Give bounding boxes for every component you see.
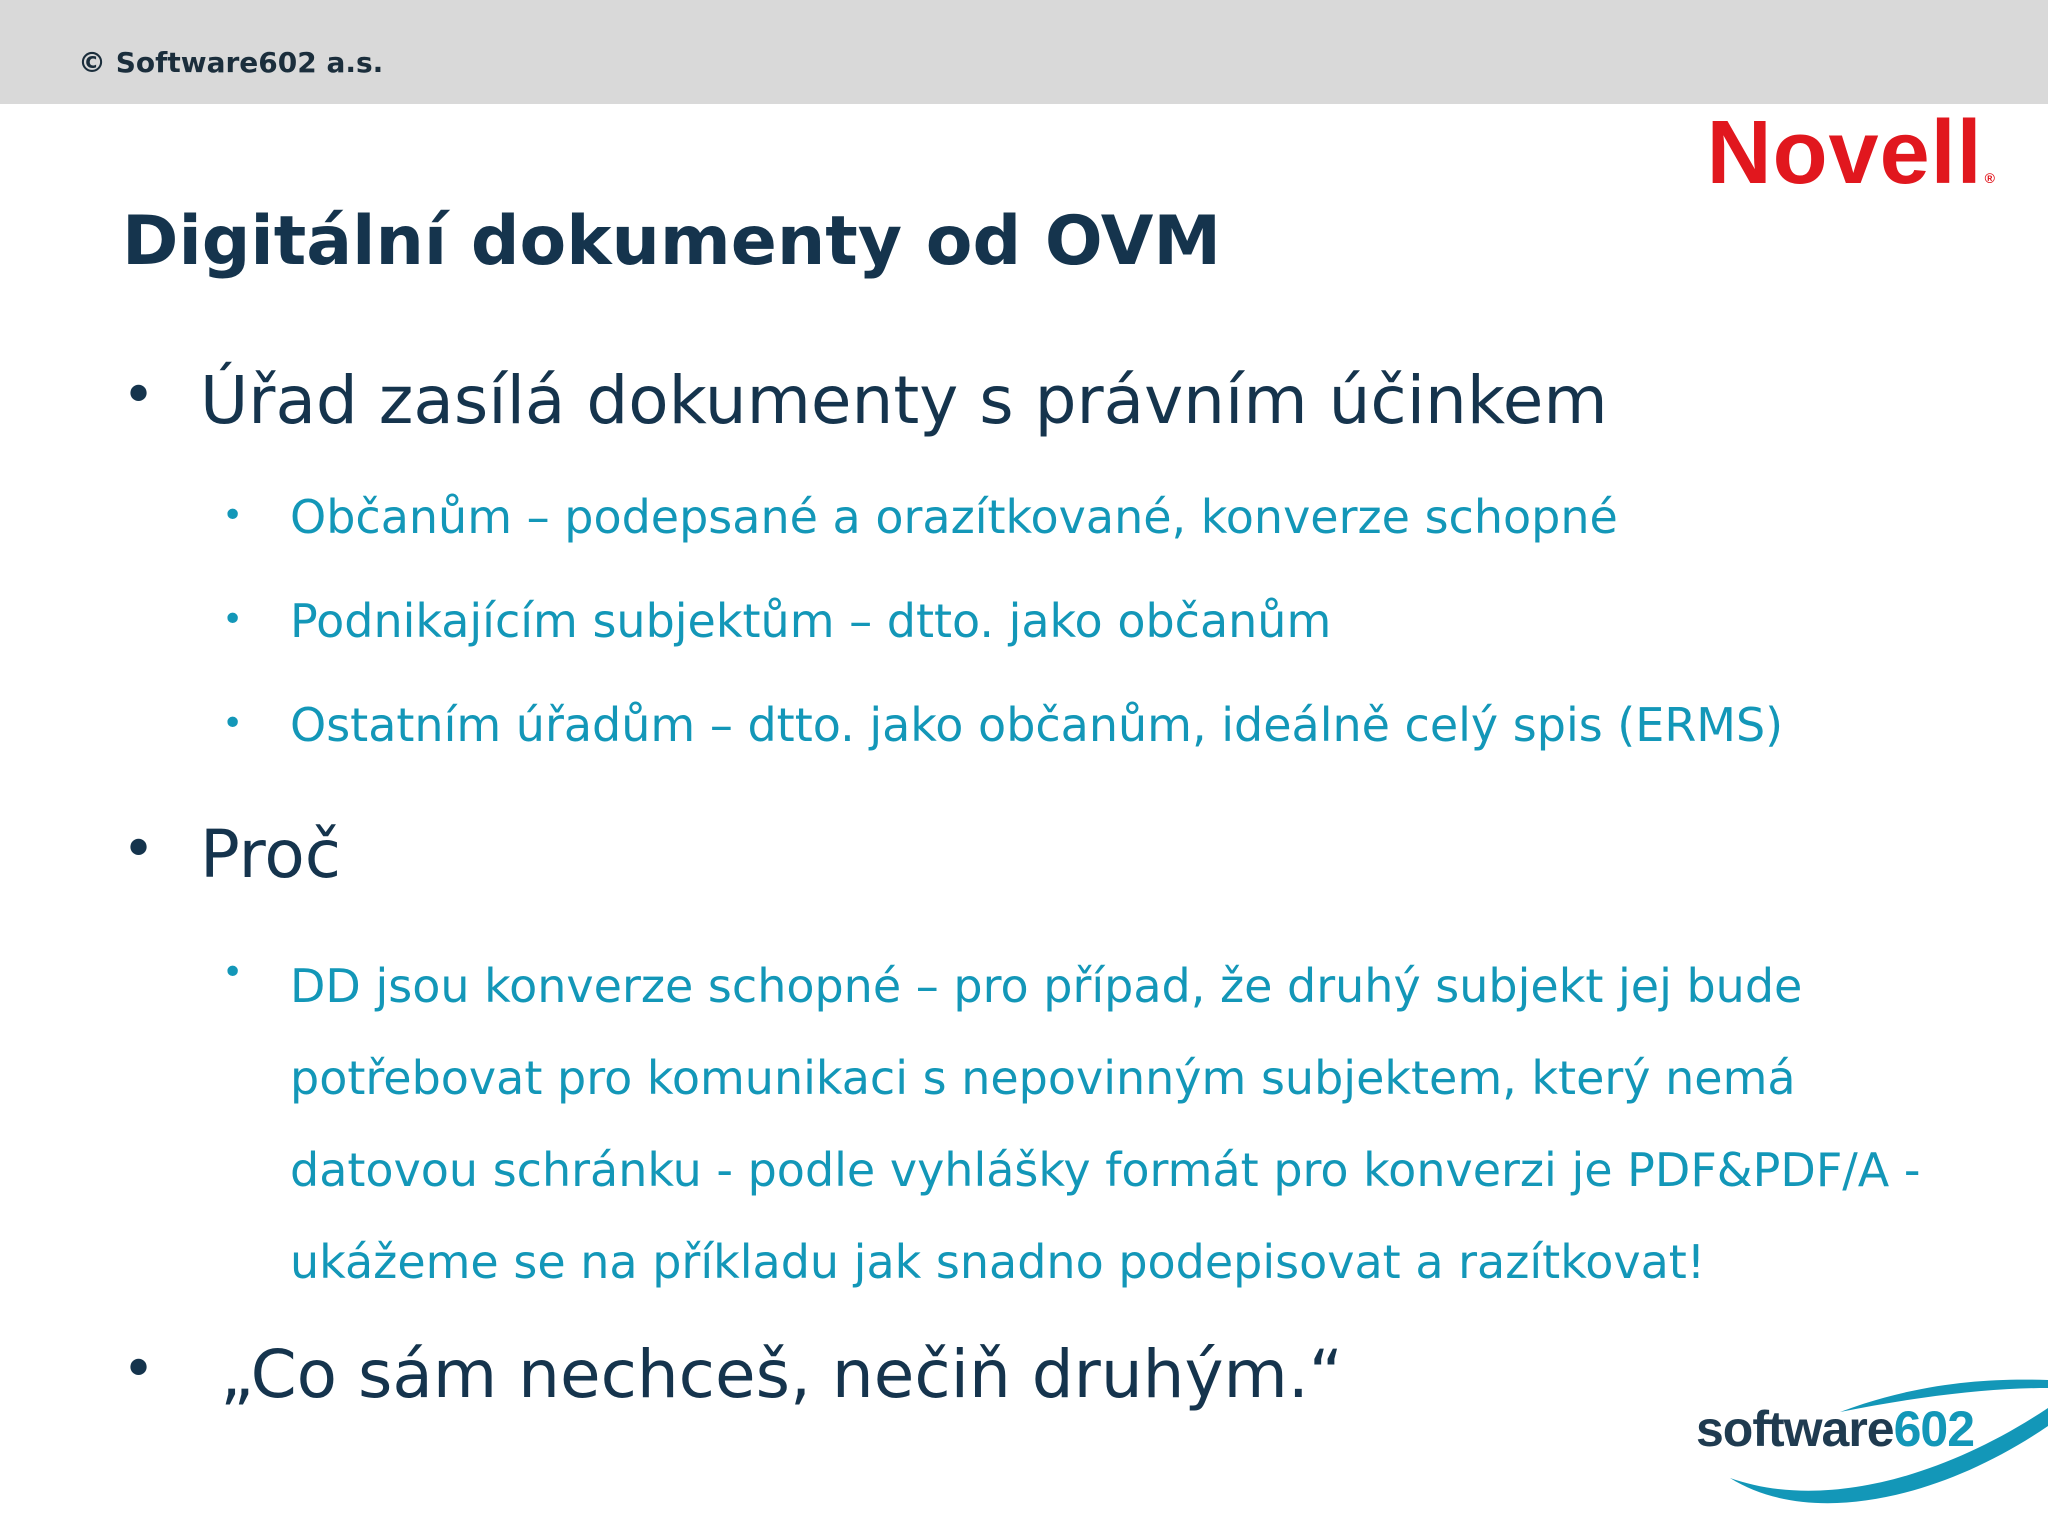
- bullet-text: Proč: [200, 816, 341, 893]
- bullet-marker: •: [122, 817, 156, 882]
- slide-title: Digitální dokumenty od OVM: [122, 202, 1222, 281]
- software602-logo: [1690, 1360, 2048, 1536]
- logo-number: 602: [1893, 1401, 1975, 1457]
- novell-logo-text: Novell: [1706, 103, 1983, 203]
- bullet-text: Úřad zasílá dokumenty s právním účinkem: [200, 362, 1608, 439]
- sub-bullet-marker: •: [222, 599, 244, 640]
- novell-registered-mark: ®: [1984, 170, 1996, 186]
- copyright-text: © Software602 a.s.: [78, 46, 384, 79]
- logo-word: software: [1696, 1401, 1894, 1457]
- bullet-marker: •: [122, 1337, 156, 1402]
- bullet-marker: •: [122, 363, 156, 428]
- sub-bullet-paragraph: DD jsou konverze schopné – pro případ, že druhý subjekt jej bude potřebovat pro komunikaci s nepovinným subjektem, který nemá datovou schránku - podle vyhlášky formát pro konverzi je PDF&PDF/A - ukážeme se na příkladu jak snadno podepisovat a razítkovat!: [290, 959, 1921, 1289]
- sub-bullet-text: Občanům – podepsané a orazítkované, konverze schopné: [290, 490, 1618, 544]
- sub-bullet-marker: •: [222, 703, 244, 744]
- logo-wordmark: [1696, 1401, 1975, 1457]
- sub-bullet-marker: •: [222, 495, 244, 536]
- bullet-text: „Co sám nechceš, nečiň druhým.“: [220, 1336, 1343, 1413]
- sub-bullet-text: Podnikajícím subjektům – dtto. jako občanům: [290, 594, 1332, 648]
- sub-bullet-marker: •: [222, 952, 244, 993]
- sub-bullet-text: Ostatním úřadům – dtto. jako občanům, ideálně celý spis (ERMS): [290, 698, 1784, 752]
